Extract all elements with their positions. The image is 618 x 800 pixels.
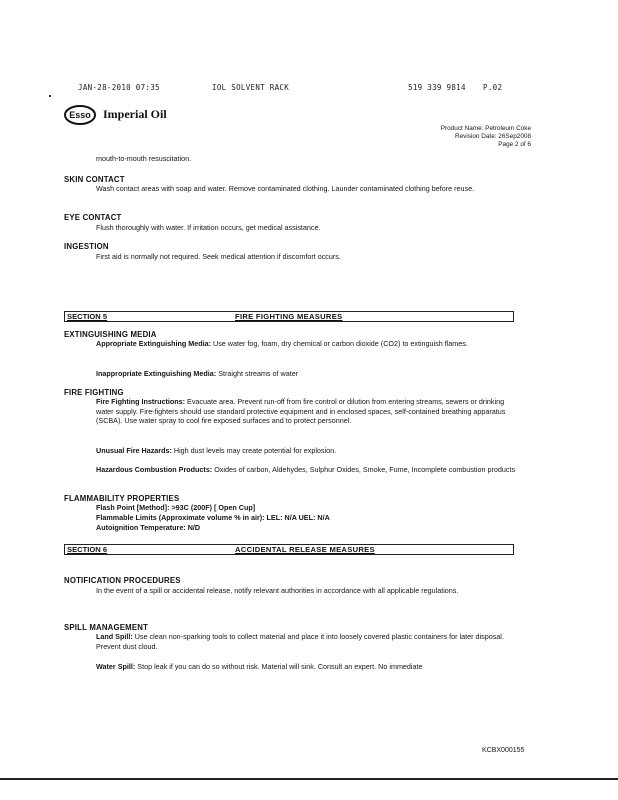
eye-contact-heading: EYE CONTACT [64, 213, 122, 222]
first-aid-continued: mouth-to-mouth resuscitation. [96, 154, 192, 163]
skin-contact-text: Wash contact areas with soap and water. Remove contaminated clothing. Launder contaminated clothing before reuse. [96, 184, 475, 193]
land-spill [96, 632, 521, 651]
section-6-label: SECTION 6 [67, 545, 108, 554]
notification-heading: NOTIFICATION PROCEDURES [64, 576, 181, 585]
brand-name: Imperial Oil [103, 107, 167, 121]
hazardous-combustion-label: Hazardous Combustion Products: [96, 465, 213, 474]
appropriate-media-text: Use water fog, foam, dry chemical or carbon dioxide (CO2) to extinguish flames. [213, 339, 468, 348]
notification-text: In the event of a spill or accidental release, notify relevant authorities in accordance with all applicable regulations. [96, 586, 459, 595]
section-5-title: FIRE FIGHTING MEASURES [235, 312, 343, 321]
logo-text: Esso [69, 110, 91, 120]
fire-fighting-instructions-text: Evacuate area. Prevent run-off from fire control or dilution from entering streams, sewers or drinking water supply. Fire-fighters should use standard protective equipment and in enclosed spaces, self-contained breathing apparatus (SCBA). Use water spray to cool fire exposed surfaces and to protect personnel. [96, 397, 506, 426]
section-5-header [64, 311, 514, 322]
section-5-label: SECTION 5 [67, 312, 108, 321]
section-6-title: ACCIDENTAL RELEASE MEASURES [235, 545, 375, 554]
fire-fighting-heading: FIRE FIGHTING [64, 388, 124, 397]
extinguishing-media-heading: EXTINGUISHING MEDIA [64, 330, 157, 339]
ingestion-text: First aid is normally not required. Seek medical attention if discomfort occurs. [96, 252, 341, 261]
land-spill-text: Use clean non-sparking tools to collect material and place it into loosely covered plastic containers for later disposal. Prevent dust cloud. [96, 632, 504, 651]
hazardous-combustion [96, 465, 521, 475]
flammability-heading: FLAMMABILITY PROPERTIES [64, 494, 180, 503]
autoignition-temperature: Autoignition Temperature: N/D [96, 523, 201, 532]
eye-contact-text: Flush thoroughly with water. If irritation occurs, get medical assistance. [96, 223, 321, 232]
bates-number: KCBX000155 [482, 747, 525, 754]
fire-fighting-instructions-label: Fire Fighting Instructions: [96, 397, 186, 406]
revision-date: Revision Date: 26Sep2008 [454, 133, 531, 140]
fax-page: P.02 [483, 83, 503, 92]
product-name: Product Name: Petroleum Coke [440, 125, 531, 132]
unusual-fire-hazards [96, 446, 336, 456]
water-spill [96, 662, 423, 672]
unusual-fire-hazards-text: High dust levels may create potential for explosion. [173, 446, 337, 455]
flammable-limits: Flammable Limits (Approximate volume % in air): LEL: N/A UEL: N/A [96, 513, 330, 522]
fax-phone: 519 339 9814 [408, 83, 466, 92]
water-spill-text: Stop leak if you can do so without risk. Material will sink. Consult an expert. No immediate [137, 662, 423, 671]
scan-speck [49, 95, 51, 97]
ingestion-heading: INGESTION [64, 242, 109, 251]
inappropriate-media-text: Straight streams of water [218, 369, 299, 378]
section-6-header [64, 544, 514, 555]
fax-sender: IOL SOLVENT RACK [212, 83, 290, 92]
land-spill-label: Land Spill: [96, 632, 133, 641]
hazardous-combustion-text: Oxides of carbon, Aldehydes, Sulphur Oxides, Smoke, Fume, Incomplete combustion products [214, 465, 516, 474]
fax-date-time: JAN-28-2010 07:35 [78, 83, 160, 92]
appropriate-media [96, 339, 521, 349]
flash-point: Flash Point [Method]: >93C (200F) [ Open Cup] [96, 503, 256, 512]
unusual-fire-hazards-label: Unusual Fire Hazards: [96, 446, 172, 455]
appropriate-media-label: Appropriate Extinguishing Media: [96, 339, 212, 348]
skin-contact-heading: SKIN CONTACT [64, 175, 125, 184]
fire-fighting-instructions [96, 397, 521, 426]
page-of: Page 2 of 6 [498, 141, 531, 148]
esso-oval-logo-icon [64, 105, 96, 125]
inappropriate-media [96, 369, 298, 379]
inappropriate-media-label: Inappropriate Extinguishing Media: [96, 369, 217, 378]
spill-management-heading: SPILL MANAGEMENT [64, 623, 149, 632]
page-bottom-border [0, 778, 618, 780]
water-spill-label: Water Spill: [96, 662, 136, 671]
